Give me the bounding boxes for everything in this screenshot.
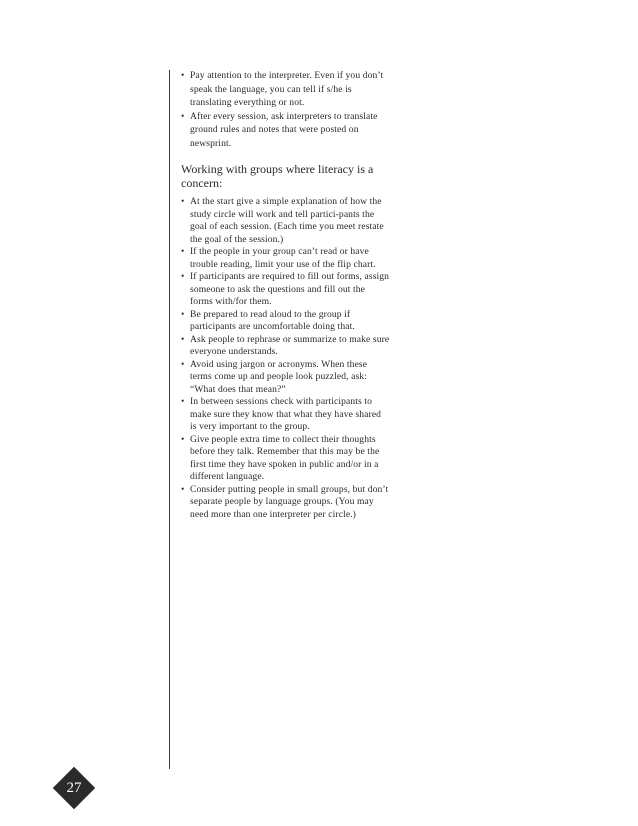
interpreter-tips-list xyxy=(175,69,390,150)
bullet-icon: • xyxy=(181,271,185,282)
margin-rule xyxy=(169,70,170,769)
literacy-tips-list xyxy=(175,196,390,521)
bullet-icon: • xyxy=(181,358,185,370)
list-item: • Give people extra time to collect their thoughts before they talk. Remember that this may be the first time they have spoken in public and/or in a different language. xyxy=(181,433,380,482)
bullet-icon: • xyxy=(181,196,185,207)
bullet-icon: • xyxy=(181,246,185,257)
list-item: • In between sessions check with participants to make sure they know that what they have shared is very important to the group. xyxy=(181,396,382,432)
bullet-icon: • xyxy=(181,433,185,445)
bullet-icon: • xyxy=(181,333,185,345)
list-item: • Consider putting people in small groups, but don’t separate people by language groups. (You may need more than one interpreter per circle.) xyxy=(181,483,389,520)
list-item: • Ask people to rephrase or summarize to make sure everyone understands. xyxy=(181,333,390,357)
section-heading: Working with groups where literacy is a concern: xyxy=(181,162,374,190)
list-item: • At the start give a simple explanation of how the study circle will work and tell partici-pants the goal of each session. (Each time you meet restate the goal of the session.) xyxy=(181,196,384,245)
page-content xyxy=(175,69,390,521)
list-item: • If participants are required to fill out forms, assign someone to ask the questions and fill out the forms with/for them. xyxy=(181,271,390,307)
list-item: • Be prepared to read aloud to the group if participants are uncomfortable doing that. xyxy=(181,308,355,332)
page-number-badge xyxy=(53,767,95,809)
bullet-icon: • xyxy=(181,110,185,122)
bullet-icon: • xyxy=(181,70,185,81)
bullet-icon: • xyxy=(181,396,185,407)
list-item: • Avoid using jargon or acronyms. When these terms come up and people look puzzled, ask: “What does that mean?” xyxy=(181,358,368,395)
list-item: • Pay attention to the interpreter. Even if you don’t speak the language, you can tell if s/he is translating everything or not. xyxy=(181,70,384,108)
list-item: • After every session, ask interpreters to translate ground rules and notes that were posted on newsprint. xyxy=(181,110,378,149)
list-item: • If the people in your group can’t read or have trouble reading, limit your use of the flip chart. xyxy=(181,246,376,270)
bullet-icon: • xyxy=(181,308,185,320)
page-number: 27 xyxy=(66,780,82,796)
bullet-icon: • xyxy=(181,483,185,495)
